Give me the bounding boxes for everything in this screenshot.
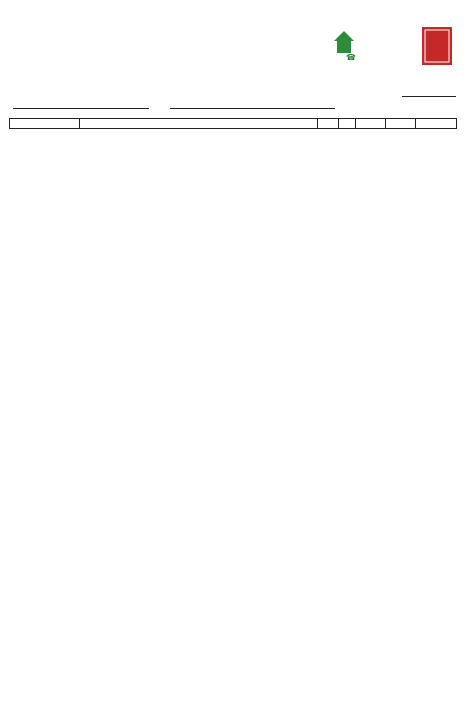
header-item: [10, 119, 80, 129]
total-amount-underline: [170, 108, 335, 109]
estimate-table-header: [10, 119, 457, 129]
company-logo: [334, 27, 452, 65]
total-label-underline: [13, 108, 149, 109]
header-spec: [80, 119, 318, 129]
header-unit-price: [356, 119, 386, 129]
header-unit: [339, 119, 356, 129]
estimate-table: [9, 118, 457, 129]
header-list-price: [416, 119, 457, 129]
staff-underline: [402, 96, 456, 97]
header-qty: [318, 119, 339, 129]
company-phone: [346, 53, 356, 62]
phone-icon: ☎: [346, 53, 356, 62]
header-amount: [386, 119, 416, 129]
